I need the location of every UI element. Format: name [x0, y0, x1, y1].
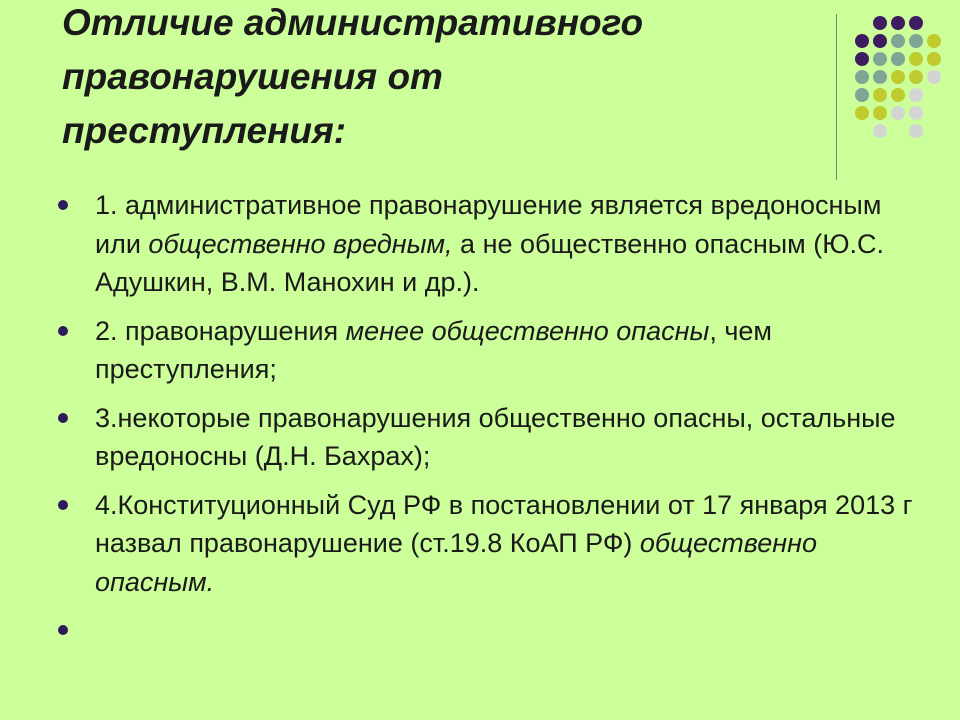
- decorative-dot: [927, 34, 941, 48]
- decorative-dot: [891, 16, 905, 30]
- bullet-icon: [58, 625, 68, 635]
- bullet-text: 2. правонарушения: [95, 315, 346, 346]
- decorative-dot: [873, 34, 887, 48]
- decorative-dot: [855, 70, 869, 84]
- list-item: [58, 486, 918, 602]
- bullet-emphasis: общественно опасным.: [95, 528, 817, 597]
- decorative-divider: [836, 14, 844, 180]
- decorative-dot: [891, 106, 905, 120]
- decorative-dot: [873, 88, 887, 102]
- list-item: [58, 312, 918, 389]
- vertical-line: [836, 14, 837, 180]
- decorative-dot: [891, 70, 905, 84]
- bullet-icon: [58, 326, 68, 336]
- bullet-text: 4.Конституционный Суд РФ в постановлении от 17 января 2013 г назвал правонарушение (ст.19.8 КоАП РФ): [95, 489, 913, 558]
- bullet-icon: [58, 413, 68, 423]
- bullet-emphasis: общественно вредным,: [148, 228, 453, 259]
- decorative-dot: [891, 52, 905, 66]
- decorative-dot: [891, 88, 905, 102]
- decorative-dot: [909, 106, 923, 120]
- decorative-dot: [909, 52, 923, 66]
- decorative-dot: [927, 70, 941, 84]
- decorative-dot: [909, 34, 923, 48]
- list-item: [58, 186, 918, 302]
- bullet-text: 1. административное правонарушение является вредоносным или: [95, 190, 882, 259]
- bullet-icon: [58, 200, 68, 210]
- slide-title: [62, 0, 802, 158]
- decorative-dot: [909, 70, 923, 84]
- bullet-icon: [58, 500, 68, 510]
- decorative-dot: [855, 52, 869, 66]
- list-item: [58, 611, 918, 649]
- decorative-dot: [927, 52, 941, 66]
- decorative-dot: [909, 16, 923, 30]
- decorative-dot: [855, 34, 869, 48]
- bullet-emphasis: менее общественно опасны: [345, 315, 710, 346]
- decorative-dot: [873, 52, 887, 66]
- title-line: правонарушения от: [62, 56, 443, 97]
- decorative-dot: [873, 16, 887, 30]
- decorative-dot: [909, 124, 923, 138]
- title-line: преступления:: [62, 110, 347, 151]
- decorative-dot: [909, 88, 923, 102]
- decorative-dot: [873, 106, 887, 120]
- title-line: Отличие административного: [62, 2, 644, 43]
- decorative-dot: [873, 124, 887, 138]
- bullet-text: , чем преступления;: [95, 315, 772, 384]
- bullet-text: а не общественно опасным (Ю.С. Адушкин, В.М. Манохин и др.).: [95, 228, 884, 297]
- decorative-dot: [873, 70, 887, 84]
- decorative-dot: [855, 88, 869, 102]
- bullet-text: 3.некоторые правонарушения общественно опасны, остальные вредоносны (Д.Н. Бахрах);: [95, 402, 896, 471]
- bullet-list: [58, 186, 918, 659]
- decorative-dot: [891, 34, 905, 48]
- list-item: [58, 399, 918, 476]
- decorative-dot: [855, 106, 869, 120]
